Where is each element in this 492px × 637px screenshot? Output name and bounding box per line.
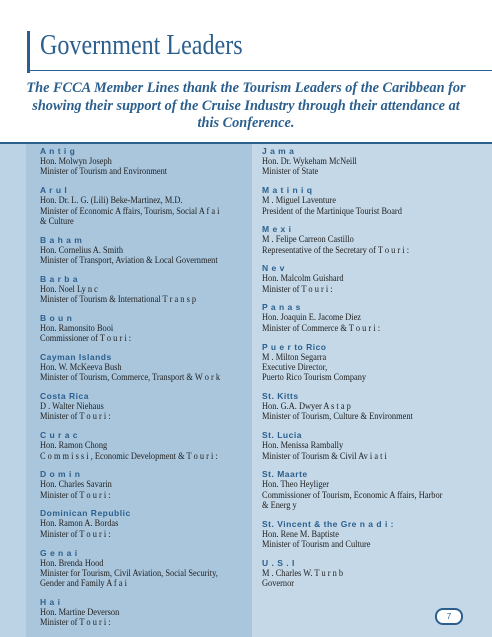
leader-entry [40,313,250,344]
country-heading: U . S . I [262,557,295,568]
leader-entry [40,185,250,226]
leader-line: Hon. Malcolm Guishard [262,273,344,284]
country-heading: A r u l [40,185,68,196]
country-heading: St. Lucia [262,430,302,441]
country-heading: C u r a c [40,430,79,441]
leader-line: Minister of Tourism and Environment [40,166,168,177]
leader-entry [262,146,484,177]
country-heading: St. Vincent & the Gre n a d i : [262,518,395,529]
header-divider [0,142,492,144]
leader-line: Minister of Tourism, Commerce, Transport & W o r k [40,372,221,383]
leader-line: Hon. Ramon A. Bordas [40,518,119,529]
leader-line: Minister of T o u r i : [40,489,111,500]
leader-line: Governor [262,578,295,589]
country-heading: St. Maarte [262,469,308,480]
country-heading: M a t i n i q [262,185,313,196]
country-heading: A n t i g [40,146,76,156]
leader-line: Minister of Tourism, Culture & Environment [262,411,413,422]
country-heading: B a h a m [40,234,83,245]
leader-line: Hon. Theo Heyliger [262,479,330,490]
leader-line: Minister for Tourism, Civil Aviation, Social Security, [40,567,218,578]
leader-line: Executive Director, [262,361,328,372]
leader-line: Hon. Dr. Wykeham McNeill [262,156,357,166]
country-heading: P u e r to Rico [262,341,327,352]
country-heading: P a n a s [262,302,301,313]
leader-entry [40,146,250,177]
left-column [40,146,250,636]
leader-line: Minister of Economic A ffairs, Tourism, Social A f a i [40,205,220,216]
leader-entry [262,185,484,216]
page-title: Government Leaders [40,30,243,61]
leader-line: M . Charles W. T u r n b [262,567,344,578]
leader-line: Minister of T o u r i : [40,411,111,422]
leader-line: Hon. Molwyn Joseph [40,156,112,166]
leader-line: M . Miguel Laventure [262,195,336,206]
country-heading: Cayman Islands [40,351,112,362]
leader-entry [40,469,250,500]
page-subtitle: The FCCA Member Lines thank the Tourism Leaders of the Caribbean for showing their support of the Cruise Industry through their attendance at this Conference. [26,80,466,131]
country-heading: St. Kitts [262,391,299,402]
leader-line: President of the Martinique Tourist Board [262,205,402,216]
leader-line: Minister of Tourism & International T r a n s p [40,294,197,305]
leader-entry [40,597,250,628]
country-heading: J a m a [262,146,295,156]
leader-entry [40,352,250,383]
leader-entry [262,430,484,461]
leader-line: Hon. Ramonsito Booi [40,322,114,333]
leader-entry [262,302,484,333]
leader-line: Minister of T o u r i : [40,617,111,628]
leader-line: Minister of T o u r i : [262,283,333,294]
right-column [262,146,484,597]
country-heading: B a r b a [40,273,79,284]
title-underline [30,70,492,71]
leader-line: Hon. W. McKeeva Bush [40,361,122,372]
page-number: 7 [435,608,463,625]
leader-entry [262,558,484,589]
leader-line: Puerto Rico Tourism Company [262,372,367,383]
leader-line: & Culture [40,215,74,226]
leader-line: Minister of T o u r i : [40,528,111,539]
country-heading: N e v [262,263,285,274]
leader-line: Minister of State [262,166,319,177]
leader-entry [40,508,250,539]
leader-entry [262,263,484,294]
leader-entry [262,342,484,383]
leader-line: Minister of Tourism & Civil Av i a t i [262,450,387,461]
leader-line: Hon. Brenda Hood [40,557,104,568]
leader-line: C o m m i s s i , Economic Development & T o u r i : [40,450,218,461]
leader-line: Gender and Family A f a i [40,578,127,589]
leader-line: M . Felipe Carreon Castillo [262,234,354,245]
leader-line: Commissioner of Tourism, Economic A ffairs, Harbor [262,489,443,500]
leader-line: Hon. Joaquin E. Jacome Diez [262,312,362,323]
country-heading: D o m i n [40,469,81,480]
leader-entry [40,235,250,266]
leader-line: Hon. Noel Ly n c [40,283,98,294]
leader-line: Minister of Transport, Aviation & Local Government [40,255,218,266]
leader-line: Hon. Martine Deverson [40,607,120,618]
leader-line: Minister of Commerce & T o u r i : [262,322,381,333]
title-accent-bar [27,31,30,73]
country-heading: M e x i [262,224,292,235]
country-heading: H a i [40,597,61,608]
leader-line: Representative of the Secretary of T o u r i : [262,244,410,255]
leader-entry [262,391,484,422]
leader-line: Minister of Tourism and Culture [262,539,371,550]
leader-entry [40,391,250,422]
leader-line: Hon. Cornelius A. Smith [40,244,124,255]
leader-entry [40,274,250,305]
leader-line: Commissioner of T o u r i : [40,333,132,344]
leader-line: Hon. Dr. L. G. (Lili) Beke-Martinez, M.D. [40,195,183,206]
leader-line: Hon. Menissa Rambally [262,440,344,451]
leader-line: D . Walter Niehaus [40,401,104,412]
leader-entry [262,519,484,550]
leader-line: & Energ y [262,500,297,511]
leader-line: Hon. G.A. Dwyer A s t a p [262,401,351,412]
leader-entry [40,430,250,461]
leader-line: Hon. Rene M. Baptiste [262,528,339,539]
leader-line: M . Milton Segarra [262,351,327,362]
leader-line: Hon. Charles Savarin [40,479,112,490]
country-heading: Dominican Republic [40,508,131,519]
leader-entry [262,224,484,255]
header [0,0,492,142]
leader-line: Hon. Ramon Chong [40,440,108,451]
country-heading: B o u n [40,312,73,323]
country-heading: G e n a i [40,547,78,558]
country-heading: Costa Rica [40,391,89,402]
leader-entry [262,469,484,510]
leader-entry [40,548,250,589]
